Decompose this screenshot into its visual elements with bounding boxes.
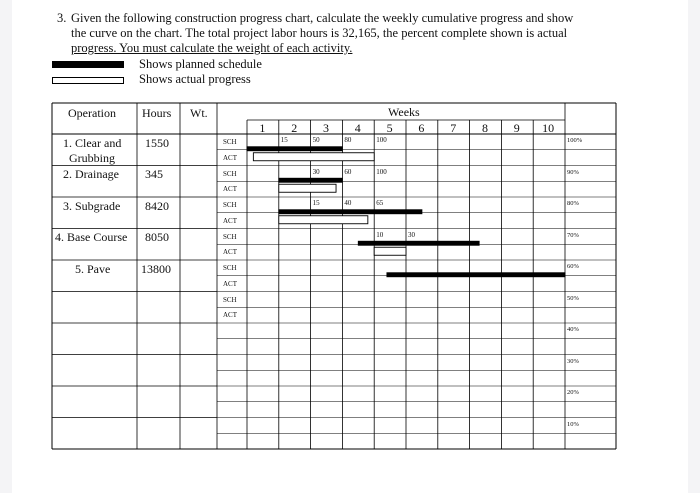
percent-mark-row1-3: 100 <box>376 136 387 144</box>
sch-label-4: SCH <box>223 232 237 241</box>
act-label-4: ACT <box>223 248 237 257</box>
week-label-3: 3 <box>323 121 329 135</box>
scale-label-10pct: 10% <box>567 420 579 428</box>
percent-mark-row3-1: 40 <box>344 199 352 207</box>
sch-label-1: SCH <box>223 138 237 146</box>
scale-label-100pct: 100% <box>567 137 583 144</box>
sch-label-5: SCH <box>223 264 237 272</box>
header-weeks: Weeks <box>388 105 420 119</box>
header-operation: Operation <box>68 106 116 120</box>
act-label-3: ACT <box>223 216 237 225</box>
operation-name-1: 1. Clear and <box>63 136 122 150</box>
operation-hours-4: 8050 <box>145 230 169 244</box>
sch-label-2: SCH <box>223 169 237 178</box>
operation-name-5: 5. Pave <box>75 262 111 276</box>
operation-name-2: 2. Drainage <box>63 167 119 181</box>
percent-mark-row2-1: 60 <box>344 167 352 176</box>
week-label-2: 2 <box>291 121 298 135</box>
operation-hours-1: 1550 <box>145 136 169 150</box>
week-label-6: 6 <box>418 121 425 135</box>
scale-label-70pct: 70% <box>567 231 579 239</box>
legend-planned-swatch <box>52 61 124 68</box>
question-text <box>57 11 667 56</box>
legend-actual-label: Shows actual progress <box>139 72 251 86</box>
percent-mark-row1-0: 15 <box>280 136 288 144</box>
sch-label-6: SCH <box>223 295 237 304</box>
act-label-6: ACT <box>223 311 237 320</box>
scale-label-50pct: 50% <box>567 294 579 302</box>
scale-label-60pct: 60% <box>567 263 579 270</box>
operation-hours-2: 345 <box>145 167 163 181</box>
scale-label-30pct: 30% <box>567 357 579 365</box>
scale-label-90pct: 90% <box>567 168 579 176</box>
operation-hours-3: 8420 <box>145 199 169 213</box>
operation-name-1-cont: Grubbing <box>69 151 115 165</box>
operation-name-4: 4. Base Course <box>55 230 128 244</box>
question-number: 3. <box>57 11 67 25</box>
scale-label-80pct: 80% <box>567 200 579 207</box>
percent-mark-row1-1: 50 <box>312 136 320 144</box>
percent-mark-row3-0: 15 <box>312 199 320 207</box>
scale-label-40pct: 40% <box>567 326 579 333</box>
legend-actual-swatch <box>52 77 124 84</box>
week-label-10: 10 <box>542 121 555 135</box>
week-label-8: 8 <box>482 121 488 135</box>
week-label-5: 5 <box>386 121 393 135</box>
week-label-4: 4 <box>354 121 361 135</box>
week-label-1: 1 <box>259 121 266 135</box>
question-line-1: Given the following construction progress chart, calculate the weekly cumulative progress and show <box>71 11 574 25</box>
act-label-5: ACT <box>223 279 237 288</box>
legend-planned-label: Shows planned schedule <box>139 57 262 71</box>
percent-mark-row3-2: 65 <box>376 199 384 207</box>
question-line-3: progress. You must calculate the weight of each activity. <box>71 41 353 55</box>
act-label-1: ACT <box>223 153 237 162</box>
question-line-2: the curve on the chart. The total project labor hours is 32,165, the percent complete shown is actual <box>71 26 568 40</box>
percent-mark-row2-0: 30 <box>312 167 320 176</box>
header-hours: Hours <box>142 106 172 120</box>
percent-mark-row4-0: 10 <box>376 230 384 239</box>
operation-name-3: 3. Subgrade <box>63 199 121 213</box>
header-wt: Wt. <box>190 106 208 120</box>
act-label-2: ACT <box>223 185 237 194</box>
percent-mark-row4-1: 30 <box>408 230 415 239</box>
percent-mark-row1-2: 80 <box>344 136 352 144</box>
week-label-7: 7 <box>450 121 457 135</box>
sch-label-3: SCH <box>223 201 237 209</box>
week-label-9: 9 <box>513 121 520 135</box>
operation-hours-5: 13800 <box>141 262 171 276</box>
scale-label-20pct: 20% <box>567 389 579 396</box>
document-page <box>12 0 688 493</box>
percent-mark-row2-2: 100 <box>376 167 387 176</box>
